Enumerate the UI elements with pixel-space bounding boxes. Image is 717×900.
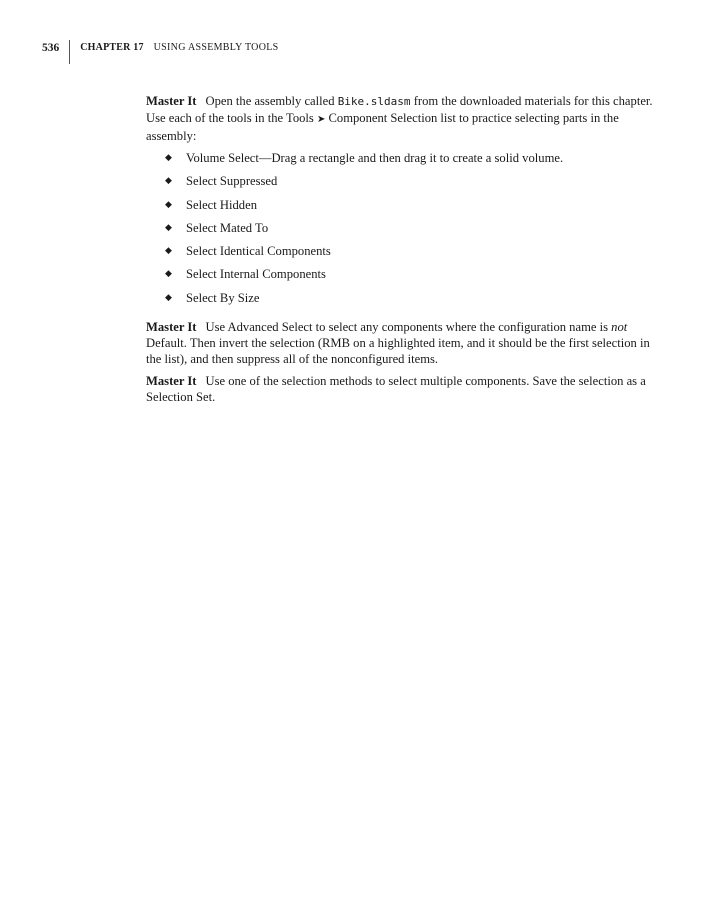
list-item-text: Volume Select—Drag a rectangle and then drag it to create a solid volume. <box>186 151 564 165</box>
list-item <box>146 266 654 289</box>
list-item <box>146 197 654 220</box>
list-item-text: Select Mated To <box>186 220 269 235</box>
diamond-bullet-icon: ◆ <box>165 176 172 187</box>
master-it-text: from the downloaded materials for this chapter. Use each of the tools in the Tools <box>146 94 653 125</box>
list-item-text: Select Identical Components <box>186 244 331 259</box>
master-it-paragraph-2 <box>146 319 654 367</box>
diamond-bullet-icon: ◆ <box>165 199 172 210</box>
list-item <box>146 220 654 243</box>
master-it-text: Component Selection list to practice selecting parts in the assembly: <box>146 111 619 143</box>
diamond-bullet-icon: ◆ <box>165 153 172 163</box>
chapter-label: CHAPTER 17 <box>80 42 144 53</box>
emphasis-text: not <box>611 320 628 335</box>
page-body <box>146 93 654 411</box>
master-it-label: Master It <box>146 374 197 389</box>
master-it-paragraph-3 <box>146 373 654 405</box>
diamond-bullet-icon: ◆ <box>165 246 172 257</box>
list-item-text: Select Internal Components <box>186 267 326 282</box>
tool-list <box>146 150 654 313</box>
master-it-label: Master It <box>146 94 197 108</box>
master-it-text: Open the assembly called <box>205 94 338 108</box>
list-item <box>146 150 654 173</box>
master-it-paragraph-1 <box>146 93 654 144</box>
running-header <box>42 40 279 64</box>
chapter-title: USING ASSEMBLY TOOLS <box>153 42 279 53</box>
filename: Bike.sldasm <box>337 95 411 108</box>
list-item <box>146 173 654 196</box>
diamond-bullet-icon: ◆ <box>165 269 172 280</box>
menu-arrow-icon: ➤ <box>316 114 326 125</box>
diamond-bullet-icon: ◆ <box>165 222 172 233</box>
list-item <box>146 290 654 313</box>
master-it-text: Default. Then invert the selection (RMB on a highlighted item, and it should be the first selection in the list), and then suppress all of the nonconfigured items. <box>146 336 650 367</box>
master-it-text: Use one of the selection methods to select multiple components. Save the selection as a Selection Set. <box>146 374 646 405</box>
list-item <box>146 243 654 266</box>
list-item-text: Select Hidden <box>186 197 257 212</box>
page-number: 536 <box>42 42 60 54</box>
master-it-text: Use Advanced Select to select any components where the configuration name is <box>205 320 612 335</box>
list-item-text: Select By Size <box>186 290 260 305</box>
master-it-label: Master It <box>146 320 197 335</box>
list-item-text: Select Suppressed <box>186 174 278 189</box>
diamond-bullet-icon: ◆ <box>165 292 172 303</box>
